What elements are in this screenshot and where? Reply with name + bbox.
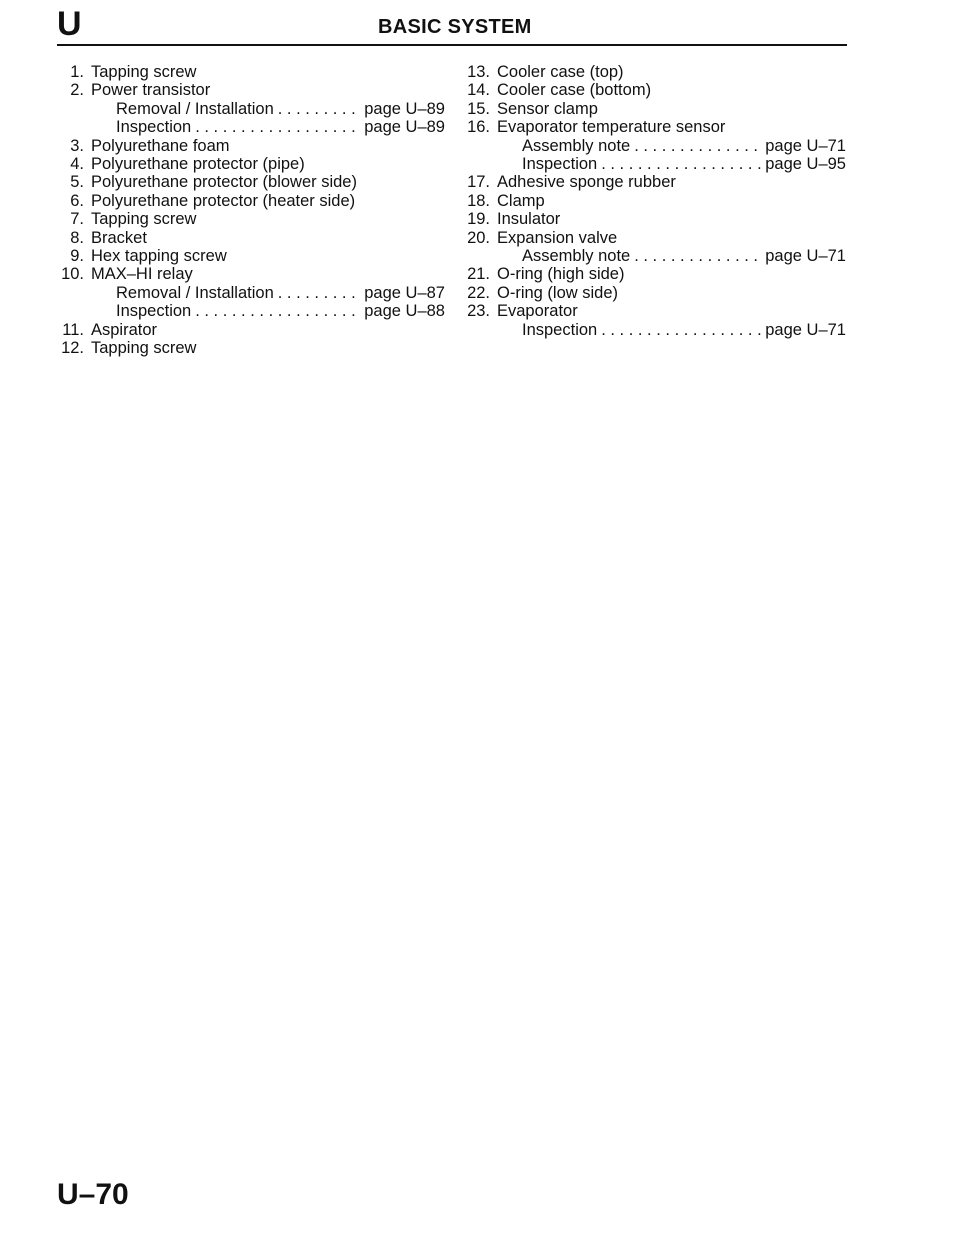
sub-entry [50,118,445,136]
item-number: 3. [70,136,84,155]
list-item [50,265,445,320]
page-reference: page U–71 [765,320,846,339]
item-number: 21. [467,265,490,284]
item-number: 19. [467,210,490,229]
item-label: Cooler case (bottom) [497,81,652,100]
item-row [456,284,846,302]
sub-entry-label: Removal / Installation [116,99,274,118]
list-item [50,173,445,191]
list-item [50,137,445,155]
list-item [456,118,846,173]
item-row [456,302,846,320]
list-item [456,210,846,228]
list-item [456,284,846,302]
list-item [50,155,445,173]
page-reference: page U–87 [364,283,445,302]
item-row [50,137,445,155]
item-label: Cooler case (top) [497,63,624,81]
sub-entry-label: Inspection [522,320,598,339]
parts-list-right [456,63,846,339]
item-label: Tapping screw [91,210,197,229]
item-label: Clamp [497,191,545,210]
dot-leader [601,321,761,339]
item-label: Evaporator temperature sensor [497,118,726,137]
item-number: 1. [70,63,84,81]
dot-leader [195,118,360,136]
item-row [456,100,846,118]
item-number: 18. [467,191,490,210]
dot-leader [601,155,761,173]
item-row [456,192,846,210]
item-row [456,118,846,136]
item-label: Polyurethane protector (pipe) [91,155,305,174]
page-reference: page U–71 [765,136,846,155]
list-item [456,100,846,118]
item-label: Bracket [91,228,147,247]
sub-entry-label: Removal / Installation [116,283,274,302]
dot-leader [278,284,361,302]
item-label: Power transistor [91,81,211,100]
item-label: Polyurethane foam [91,136,230,155]
item-label: Sensor clamp [497,99,598,118]
list-item [50,192,445,210]
item-row [50,265,445,283]
sub-entry [456,155,846,173]
item-row [456,229,846,247]
item-number: 5. [70,173,84,192]
item-row [50,173,445,191]
list-item [456,81,846,99]
sub-entry [456,321,846,339]
list-item [50,210,445,228]
item-label: Polyurethane protector (blower side) [91,173,357,192]
item-row [456,81,846,99]
item-row [456,265,846,283]
sub-entry [456,137,846,155]
item-row [456,63,846,81]
item-number: 8. [70,228,84,247]
sub-entry-label: Inspection [116,302,192,321]
page-reference: page U–95 [765,155,846,174]
item-label: Adhesive sponge rubber [497,173,676,192]
sub-entry-label: Inspection [116,118,192,137]
item-label: Aspirator [91,320,158,339]
item-number: 13. [467,63,490,81]
item-number: 15. [467,99,490,118]
list-item [456,63,846,81]
page-reference: page U–88 [364,302,445,321]
list-item [50,81,445,136]
list-item [50,339,445,357]
list-item [50,63,445,81]
sub-entry [456,247,846,265]
dot-leader [195,302,360,320]
item-label: Hex tapping screw [91,247,227,266]
sub-entry-label: Assembly note [522,136,631,155]
parts-list-left [50,63,445,358]
item-row [50,229,445,247]
header-divider [57,44,847,46]
item-number: 6. [70,191,84,210]
item-row [50,247,445,265]
item-number: 17. [467,173,490,192]
item-row [50,63,445,81]
item-row [50,81,445,99]
page-reference: page U–89 [364,99,445,118]
item-number: 9. [70,247,84,266]
item-row [456,210,846,228]
item-label: Evaporator [497,302,578,321]
item-label: O-ring (low side) [497,283,619,302]
item-number: 14. [467,81,490,100]
list-item [50,321,445,339]
item-number: 11. [62,320,84,339]
item-number: 2. [70,81,84,100]
item-row [50,155,445,173]
item-label: Insulator [497,210,561,229]
page-reference: page U–89 [364,118,445,137]
item-row [50,192,445,210]
item-row [50,210,445,228]
item-number: 22. [467,283,490,302]
item-row [50,339,445,357]
page-reference: page U–71 [765,247,846,266]
item-number: 20. [467,228,490,247]
page-number: U–70 [57,1178,129,1211]
item-number: 23. [467,302,490,321]
item-number: 16. [467,118,490,137]
list-item [456,229,846,266]
list-item [50,229,445,247]
list-item [456,192,846,210]
item-label: MAX–HI relay [91,265,193,284]
item-number: 7. [70,210,84,229]
item-number: 4. [70,155,84,174]
dot-leader [634,247,761,265]
sub-entry [50,284,445,302]
list-item [456,265,846,283]
item-label: Tapping screw [91,63,197,81]
section-letter: U [57,5,82,43]
item-label: Tapping screw [91,339,197,358]
sub-entry-label: Assembly note [522,247,631,266]
list-item [456,173,846,191]
sub-entry [50,100,445,118]
dot-leader [634,137,761,155]
item-number: 10. [61,265,84,284]
item-label: Polyurethane protector (heater side) [91,191,356,210]
item-row [50,321,445,339]
item-row [456,173,846,191]
list-item [456,302,846,339]
item-label: O-ring (high side) [497,265,625,284]
sub-entry-label: Inspection [522,155,598,174]
item-number: 12. [61,339,84,358]
page-title: BASIC SYSTEM [378,16,532,38]
sub-entry [50,302,445,320]
dot-leader [278,100,361,118]
item-label: Expansion valve [497,228,618,247]
list-item [50,247,445,265]
